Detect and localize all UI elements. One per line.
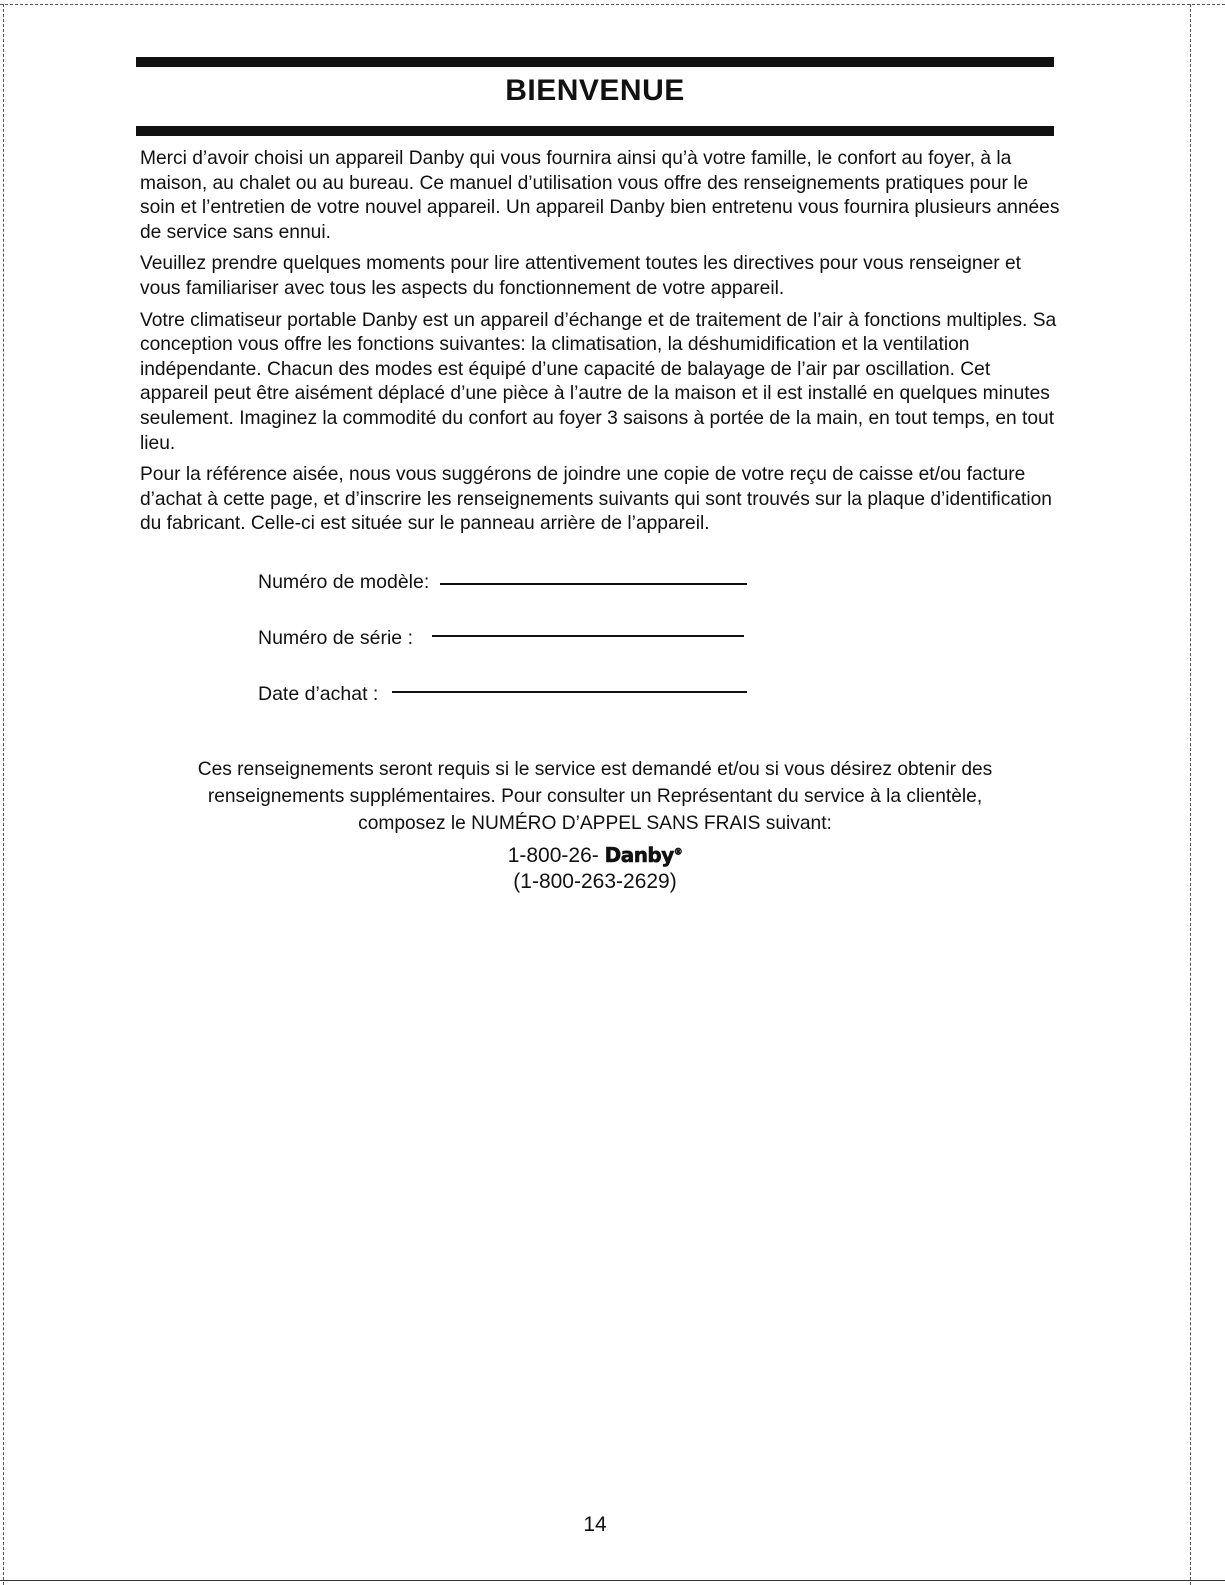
paragraph-reference: Pour la référence aisée, nous vous suggérons de joindre une copie de votre reçu de caisse et/ou facture d’achat à cette page, et d’inscrire les renseignements suivants qui sont trouvés sur la plaque d’identification du fabricant. Celle-ci est située sur le panneau arrière de l’appareil.: [140, 464, 1052, 535]
closing-line-2: renseignements supplémentaires. Pour consulter un Représentant du service à la clientèle,: [207, 786, 983, 807]
paragraph-intro: Merci d’avoir choisi un appareil Danby qui vous fournira ainsi qu’à votre famille, le confort au foyer, à la maison, au chalet ou au bureau. Ce manuel d’utilisation vous offre des renseignements pratiques pour le soin et l’entretien de votre nouvel appareil. Un appareil Danby bien entretenu vous fournira plusieurs années de service sans ennui.: [140, 148, 1060, 243]
title-rule-bottom: [136, 126, 1054, 136]
title-rule-top: [136, 57, 1054, 67]
page-number: 14: [583, 1513, 607, 1536]
cut-line-right: [1190, 4, 1191, 1585]
danby-logo: [605, 843, 683, 867]
model-number-field: [258, 571, 429, 594]
serial-number-field: [258, 627, 413, 650]
closing-line-1: Ces renseignements seront requis si le service est demandé et/ou si vous désirez obtenir des: [197, 759, 993, 780]
page-title: BIENVENUE: [505, 74, 685, 107]
toll-free-number: [136, 843, 1054, 868]
phone-prefix: 1-800-26-: [507, 844, 599, 867]
paragraph-features: Votre climatiseur portable Danby est un appareil d’échange et de traitement de l’air à fonctions multiples. Sa conception vous offre les fonctions suivantes: la climatisation, la déshumidification et la ventilation indépendante. Chacun des modes est équipé d’une capacité de balayage de l’air par oscillation. Cet appareil peut être aisément déplacé d’une pièce à l’autre de la maison et il est installé en quelques minutes seulement. Imaginez la commodité du confort au foyer 3 saisons à portée de la main, en tout temps, en tout lieu.: [140, 309, 1057, 454]
paragraph-instructions: Veuillez prendre quelques moments pour lire attentivement toutes les directives pour vous renseigner et vous familiariser avec tous les aspects du fonctionnement de votre appareil.: [140, 253, 1021, 299]
serial-number-label: Numéro de série :: [258, 627, 413, 649]
closing-line-3: composez le NUMÉRO D’APPEL SANS FRAIS suivant:: [358, 813, 832, 834]
serial-number-blank[interactable]: [432, 635, 744, 637]
cut-line-top: [0, 4, 1225, 5]
model-number-label: Numéro de modèle:: [258, 571, 430, 593]
model-number-blank[interactable]: [440, 583, 747, 585]
purchase-date-blank[interactable]: [392, 691, 747, 693]
purchase-date-field: [258, 683, 378, 706]
body-text: [140, 147, 1060, 544]
cut-line-left: [3, 4, 4, 1585]
registered-mark: ®: [673, 847, 683, 858]
page-edge-bottom: [0, 1580, 1225, 1581]
toll-free-number-numeric: (1-800-263-2629): [513, 870, 677, 893]
closing-text: [136, 756, 1054, 837]
purchase-date-label: Date d’achat :: [258, 683, 379, 705]
danby-logo-text: Danby: [604, 843, 674, 867]
